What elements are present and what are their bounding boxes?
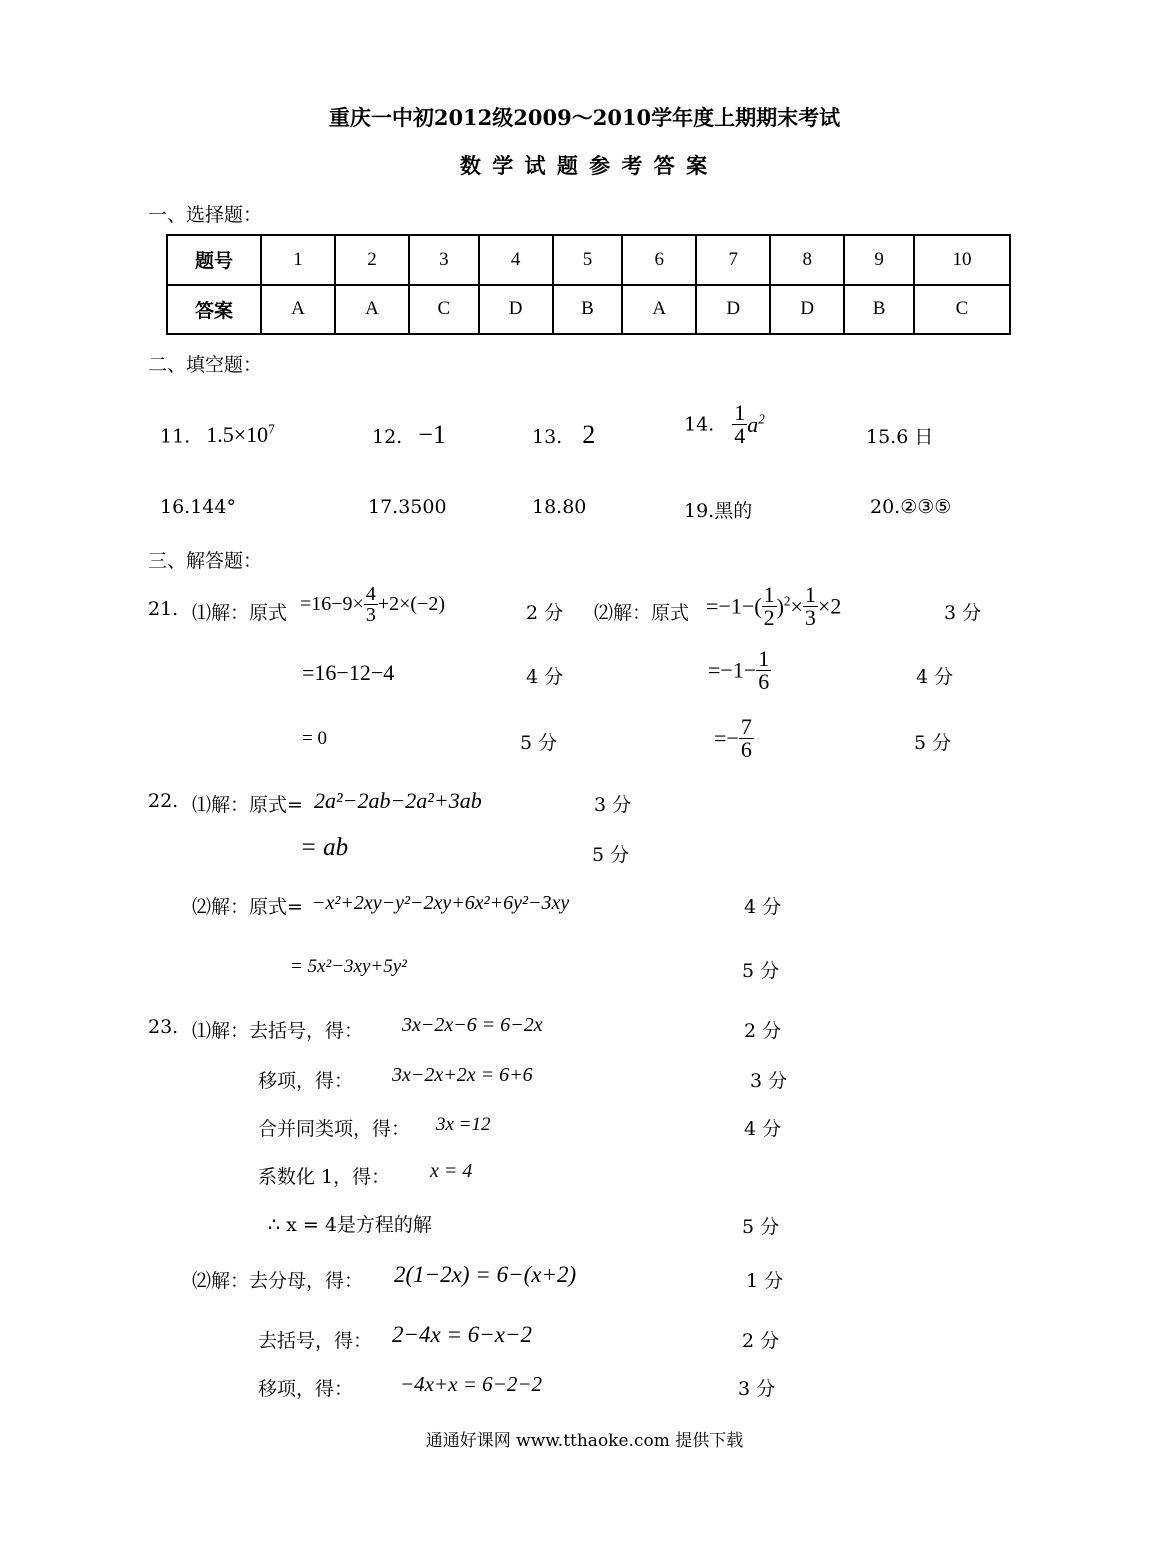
section-heading-fill: 二、填空题：	[148, 354, 263, 376]
table-cell: 5	[553, 235, 623, 285]
q22-part1-label: ⑴解：原式=	[192, 794, 303, 816]
table-cell: D	[479, 285, 553, 335]
document-subtitle: 数 学 试 题 参 考 答 案	[459, 153, 710, 178]
answer-variable	[747, 412, 765, 437]
fraction	[803, 584, 818, 629]
q23-part1-label: ⑴解：去括号，得：	[192, 1020, 364, 1042]
fraction-numerator: 1	[804, 582, 816, 607]
table-cell: D	[770, 285, 844, 335]
expr: +2×(−2)	[377, 593, 446, 615]
q23-part1-line3-label: 合并同类项，得：	[258, 1118, 411, 1140]
q23-part2-line2-points: 2 分	[742, 1330, 780, 1352]
fill-answer-14	[684, 402, 765, 447]
q23-part1-line5: ∴ x = 4是方程的解	[268, 1214, 432, 1236]
question-number-22: 22.	[148, 790, 179, 812]
q22-part1-line1-points: 3 分	[594, 794, 632, 816]
q21-part2-line2	[708, 648, 771, 693]
q23-part1-line5-points: 5 分	[742, 1216, 780, 1238]
fraction-denominator: 3	[365, 604, 376, 626]
fraction-denominator: 6	[740, 737, 752, 762]
fraction-numerator: 1	[734, 400, 746, 425]
fraction	[739, 716, 754, 761]
variable: a	[747, 411, 759, 437]
q23-part1-line4: x = 4	[430, 1160, 473, 1182]
q21-part2-label: ⑵解：原式	[594, 602, 690, 624]
table-cell: A	[622, 285, 696, 335]
table-cell: 6	[622, 235, 696, 285]
fill-answer-18: 18.80	[532, 496, 587, 518]
table-cell: A	[261, 285, 335, 335]
table-cell: 9	[844, 235, 914, 285]
fraction-numerator: 7	[740, 714, 752, 739]
fraction-denominator: 6	[758, 669, 770, 694]
q22-part2-line2-points: 5 分	[742, 960, 780, 982]
q23-part1-line2-points: 3 分	[750, 1070, 788, 1092]
q23-part1-line2: 3x−2x+2x = 6+6	[392, 1064, 533, 1086]
table-answer-label: 答案	[167, 285, 261, 335]
fill-answer-20: 20.②③⑤	[870, 496, 952, 518]
expr: =16−9×	[300, 593, 364, 615]
expr	[777, 594, 803, 619]
q23-part2-line3-points: 3 分	[738, 1378, 776, 1400]
fraction-denominator: 4	[734, 423, 746, 448]
answer-value: 2	[582, 420, 596, 449]
q23-part1-line2-label: 移项，得：	[258, 1070, 354, 1092]
q21-part1-line3: = 0	[302, 728, 327, 749]
table-cell: C	[409, 285, 479, 335]
question-number: 12.	[372, 426, 403, 448]
q22-part2-line2: = 5x²−3xy+5y²	[290, 956, 407, 977]
q21-part2-line3	[714, 716, 754, 761]
fraction	[364, 584, 378, 625]
q22-part2-line1-points: 4 分	[744, 896, 782, 918]
document-title: 重庆一中初2012级2009～2010学年度上期期末考试	[328, 105, 841, 130]
q23-part2-line1: 2(1−2x) = 6−(x+2)	[394, 1262, 577, 1287]
q22-part2-line1: −x²+2xy−y²−2xy+6x²+6y²−3xy	[312, 892, 570, 914]
table-cell: B	[844, 285, 914, 335]
fraction-denominator: 2	[763, 605, 775, 630]
q22-part1-line2: = ab	[300, 834, 349, 861]
table-cell: D	[696, 285, 770, 335]
question-number-23: 23.	[148, 1016, 179, 1038]
q23-part1-line3: 3x =12	[436, 1114, 491, 1135]
table-cell: 1	[261, 235, 335, 285]
q21-part1-label: ⑴解：原式	[192, 602, 288, 624]
fill-answer-13	[532, 420, 595, 450]
paren: )	[776, 593, 784, 619]
q23-part2-line2: 2−4x = 6−x−2	[392, 1322, 532, 1347]
page-footer: 通通好课网 www.tthaoke.com 提供下载	[425, 1431, 744, 1451]
q21-part1-line1	[300, 584, 445, 625]
table-cell: 2	[335, 235, 409, 285]
answer-base: 1.5×10	[206, 422, 269, 448]
question-number-21: 21.	[148, 598, 179, 620]
table-cell: A	[335, 285, 409, 335]
section-heading-choice: 一、选择题：	[148, 204, 263, 226]
expr: ×2	[817, 593, 842, 619]
expr: =−	[714, 725, 739, 751]
answer-value: −1	[418, 420, 446, 449]
answer-fraction	[732, 402, 747, 447]
expr: =−1−(	[706, 593, 762, 619]
q21-part2-line1	[706, 584, 841, 629]
table-cell: B	[553, 285, 623, 335]
q23-part2-line2-label: 去括号，得：	[258, 1330, 373, 1352]
q22-part1-line2-points: 5 分	[592, 844, 630, 866]
times: ×	[790, 593, 803, 619]
fraction	[762, 584, 777, 629]
table-header-label: 题号	[167, 235, 261, 285]
q23-part1-line3-points: 4 分	[744, 1118, 782, 1140]
q23-part2-line3: −4x+x = 6−2−2	[400, 1372, 542, 1396]
q21-part1-line2-points: 4 分	[526, 666, 564, 688]
q21-part2-line2-points: 4 分	[916, 666, 954, 688]
table-cell: 4	[479, 235, 553, 285]
q23-part1-line1-points: 2 分	[744, 1020, 782, 1042]
q21-part1-line2: =16−12−4	[302, 660, 395, 685]
q21-part2-line3-points: 5 分	[914, 732, 952, 754]
q21-part2-line1-points: 3 分	[944, 602, 982, 624]
fill-answer-19: 19.黑的	[684, 500, 753, 522]
table-row-answers	[167, 285, 1010, 335]
expr: =−1−	[708, 657, 757, 683]
q23-part2-line3-label: 移项，得：	[258, 1378, 354, 1400]
fill-answer-11	[160, 422, 275, 448]
q22-part1-line1: 2a²−2ab−2a²+3ab	[314, 788, 482, 813]
fill-answer-17: 17.3500	[368, 496, 447, 518]
fraction	[756, 648, 771, 693]
q21-part1-line1-points: 2 分	[526, 602, 564, 624]
fill-answer-12	[372, 420, 446, 450]
q23-part2-label: ⑵解：去分母，得：	[192, 1270, 364, 1292]
table-row-numbers	[167, 235, 1010, 285]
answer-exponent: 7	[268, 422, 275, 437]
q22-part2-label: ⑵解：原式=	[192, 896, 303, 918]
exponent: 2	[783, 593, 791, 609]
question-number: 14.	[684, 413, 715, 436]
table-cell: 3	[409, 235, 479, 285]
q23-part2-line1-points: 1 分	[746, 1270, 784, 1292]
exponent: 2	[758, 411, 765, 427]
answer-value	[206, 422, 275, 447]
q23-part1-line4-label: 系数化 1，得：	[258, 1166, 391, 1188]
question-number: 13.	[532, 426, 563, 448]
fraction-numerator: 4	[365, 583, 376, 605]
fraction-denominator: 3	[804, 605, 816, 630]
table-cell: 8	[770, 235, 844, 285]
answer-table	[166, 234, 1011, 335]
q23-part1-line1: 3x−2x−6 = 6−2x	[402, 1014, 543, 1036]
q21-part1-line3-points: 5 分	[520, 732, 558, 754]
fraction-numerator: 1	[763, 582, 775, 607]
section-heading-solve: 三、解答题：	[148, 550, 263, 572]
table-cell: 10	[914, 235, 1010, 285]
table-cell: C	[914, 285, 1010, 335]
table-cell: 7	[696, 235, 770, 285]
fill-answer-16: 16.144°	[160, 496, 236, 518]
fraction-numerator: 1	[758, 646, 770, 671]
question-number: 11.	[160, 425, 191, 448]
fill-answer-15: 15.6 日	[866, 426, 934, 448]
